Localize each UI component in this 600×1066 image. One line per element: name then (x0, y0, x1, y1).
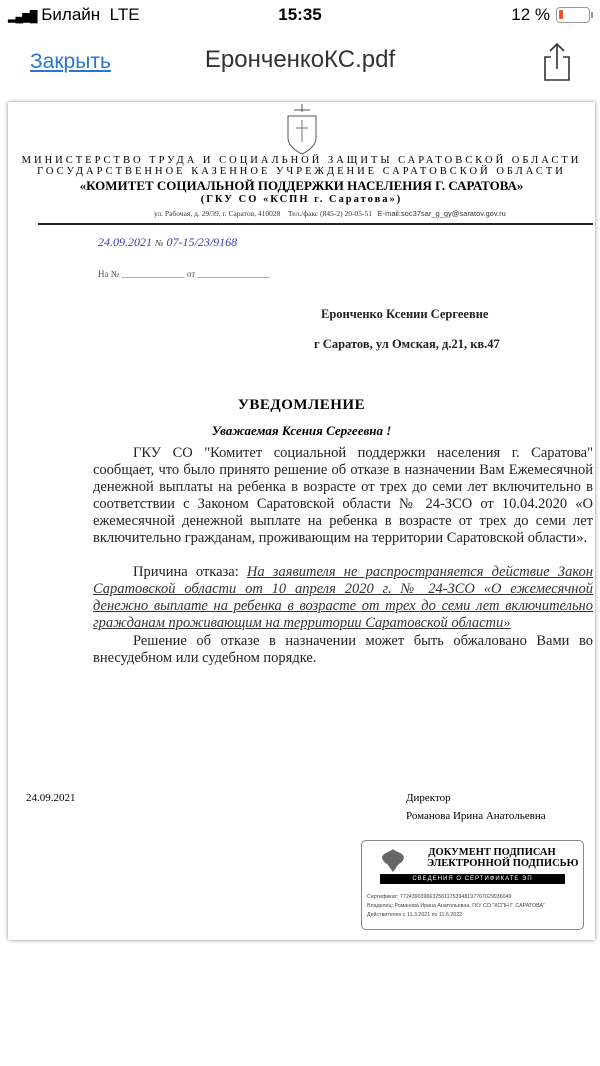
eagle-emblem-icon (380, 846, 406, 874)
stamp-line-1: ДОКУМЕНТ ПОДПИСАН (428, 847, 556, 858)
header-divider (38, 223, 593, 225)
e-signature-stamp (361, 840, 584, 930)
institution-name: ГОСУДАРСТВЕННОЕ КАЗЕННОЕ УЧРЕЖДЕНИЕ САРАТОВСКОЙ ОБЛАСТИ (37, 166, 566, 177)
short-name: (ГКУ СО «КСПН г. Саратова») (200, 194, 403, 205)
certificate: Сертификат: 77243903966325611753948197767029936049 (367, 894, 512, 900)
coat-of-arms-icon (280, 102, 324, 158)
recipient-name: Еронченко Ксении Сергеевне (321, 307, 489, 321)
battery-icon (556, 7, 590, 23)
stamp-bar: СВЕДЕНИЯ О СЕРТИФИКАТЕ ЭП (380, 874, 565, 884)
greeting: Уважаемая Ксения Сергеевна ! (211, 423, 392, 438)
status-bar (0, 0, 600, 30)
battery-percent: 12 % (511, 5, 550, 24)
document-title: ЕронченкоКС.pdf (204, 46, 396, 73)
committee-name: «КОМИТЕТ СОЦИАЛЬНОЙ ПОДДЕРЖКИ НАСЕЛЕНИЯ Г. САРАТОВА» (79, 178, 524, 193)
paragraph-decision: ГКУ СО "Комитет социальной поддержки населения г. Саратова" сообщает, что было принято решение об отказе в назначении Вам Ежемесячной денежной выплаты на ребенка в возрасте от трех до семи лет включительно в соответствии с Законом Саратовской области № 24-ЗСО от 10.04.2020 «О ежемесячной денежной выплате на ребенка в возрасте от трех до семи лет включительно гражданам, проживающим на территории Саратовской области». (93, 445, 593, 546)
signer-name: Романова Ирина Анатольевна (406, 810, 546, 822)
heading: УВЕДОМЛЕНИЕ (237, 397, 366, 413)
reference: На № ______________ от ________________ (98, 269, 270, 279)
clock: 15:35 (278, 5, 322, 24)
ministry-name: МИНИСТЕРСТВО ТРУДА И СОЦИАЛЬНОЙ ЗАЩИТЫ САРАТОВСКОЙ ОБЛАСТИ (21, 155, 582, 166)
network-type: LTE (109, 5, 140, 24)
stamp-line-2: ЭЛЕКТРОННОЙ ПОДПИСЬЮ (427, 858, 579, 869)
owner: Владелец: Романова Ирина Анатольевна, ГКУ СО "КСПН Г. САРАТОВА" (367, 903, 545, 909)
close-button[interactable]: Закрыть (30, 50, 111, 73)
paragraph-reason: Причина отказа: На заявителя не распространяется действие Закон Саратовской области от 10 апреля 2020 г. № 24-ЗСО «О ежемесячной денежно выплате на ребенка в возрасте от трех до семи лет включительно гражданам проживающим на территории Саратовской области» (93, 564, 594, 631)
share-icon[interactable] (542, 42, 572, 82)
carrier: Билайн (41, 5, 101, 24)
pdf-page (8, 102, 595, 940)
validity: Действителен с 11.3.2021 по 11.6.2022 (367, 912, 463, 918)
signer-position: Директор (406, 792, 451, 804)
signal-icon: ▂▄▆█ (8, 11, 37, 23)
outgoing-number: 24.09.2021 № 07-15/23/9168 (98, 235, 238, 249)
signature-date: 24.09.2021 (26, 792, 76, 804)
recipient-address: г Саратов, ул Омская, д.21, кв.47 (314, 337, 500, 351)
contacts: ул. Рабочая, д. 29/39, г. Саратов, 410028 Тел./факс (845-2) 20-05-51 E-mail:soc37sar_g_gy@saratov.gov.ru (154, 209, 506, 218)
nav-bar (0, 30, 600, 96)
paragraph-appeal: Решение об отказе в назначении может быть обжаловано Вами во внесудебном или судебном порядке. (93, 633, 593, 666)
